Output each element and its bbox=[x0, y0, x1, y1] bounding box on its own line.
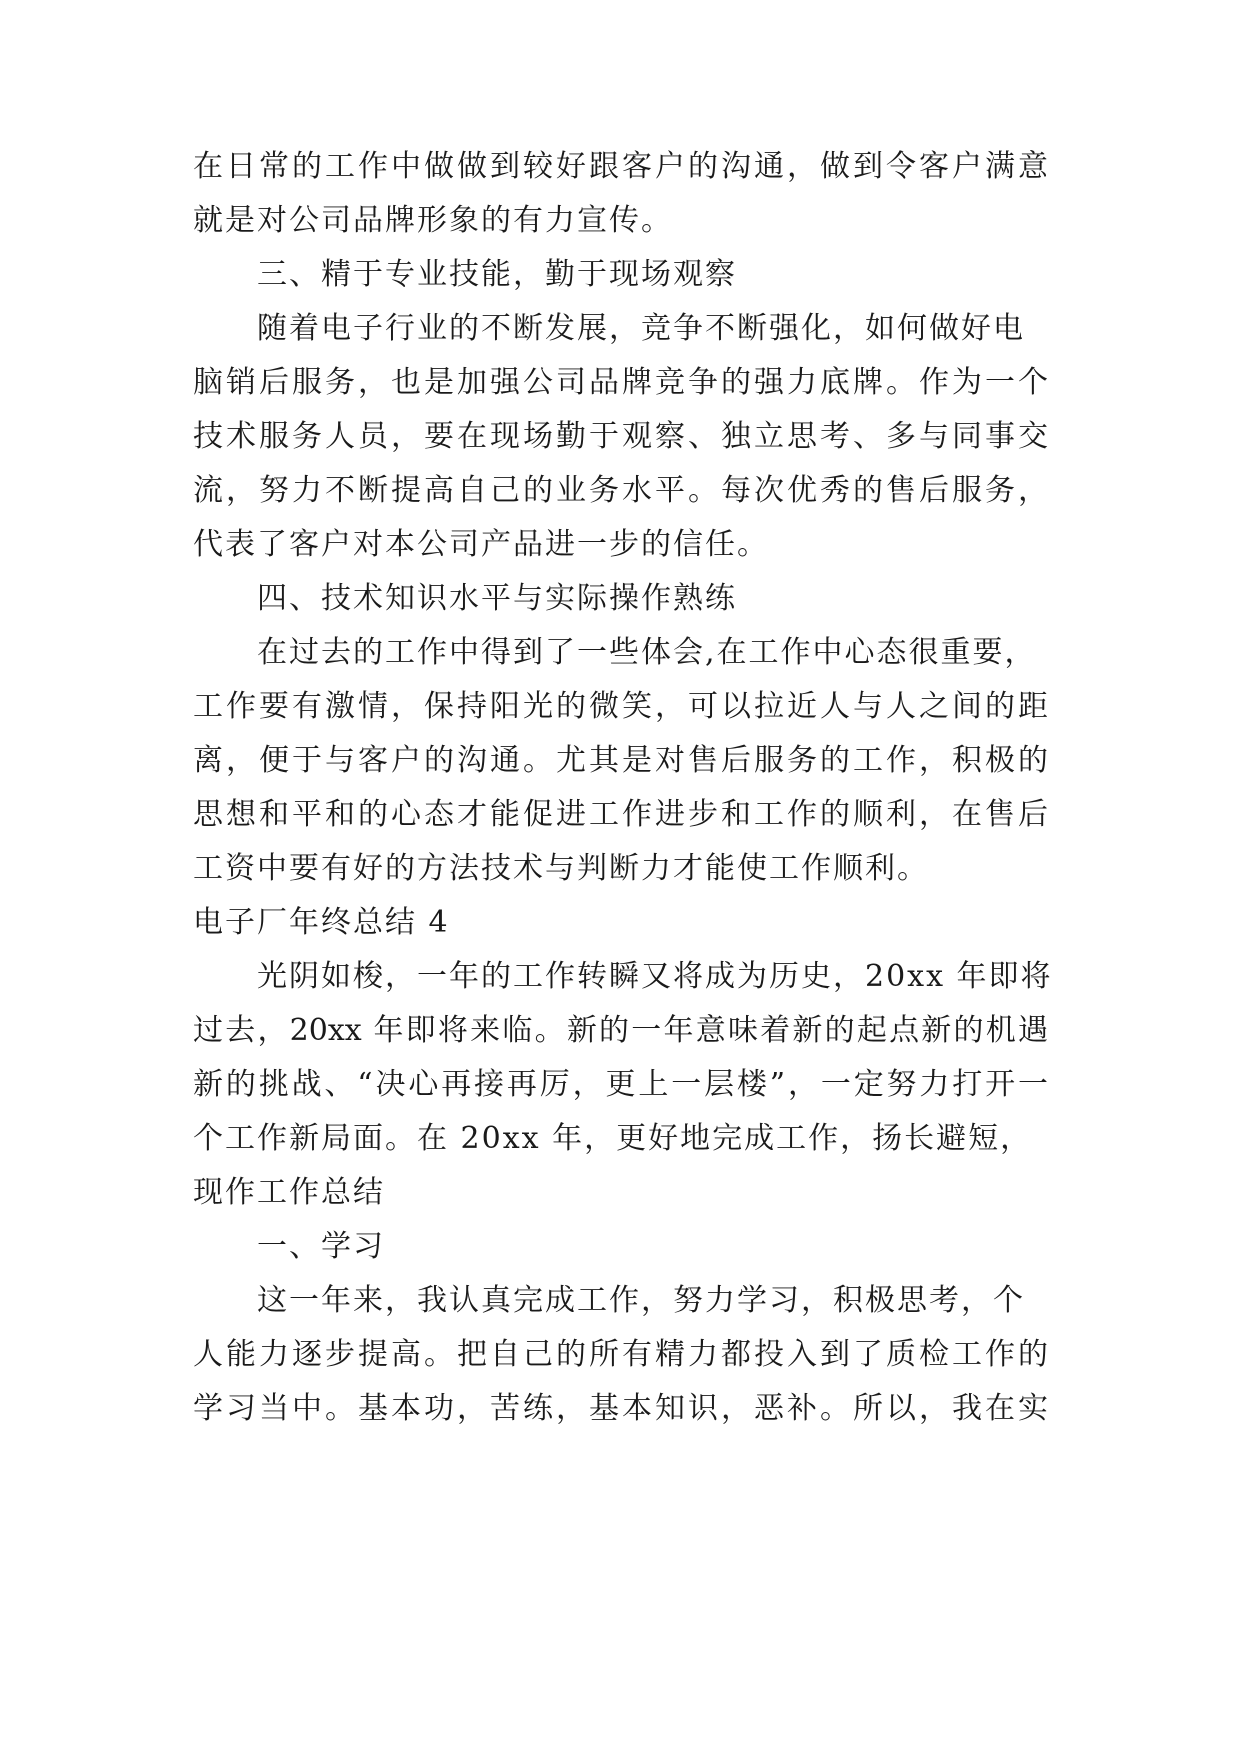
body-text-line: 在过去的工作中得到了一些体会,在工作中心态很重要， bbox=[257, 635, 1037, 670]
body-text-line: 脑销后服务，也是加强公司品牌竞争的强力底牌。作为一个 bbox=[193, 365, 1048, 400]
body-text-line: 过去，20xx 年即将来临。新的一年意味着新的起点新的机遇 bbox=[193, 1013, 1048, 1048]
body-text-line: 流，努力不断提高自己的业务水平。每次优秀的售后服务， bbox=[193, 473, 1048, 508]
body-text-line: 工资中要有好的方法技术与判断力才能使工作顺利。 bbox=[193, 851, 929, 886]
body-text-line: 就是对公司品牌形象的有力宣传。 bbox=[193, 203, 673, 238]
body-text-line: 工作要有激情，保持阳光的微笑，可以拉近人与人之间的距 bbox=[193, 689, 1048, 724]
body-text-line: 离，便于与客户的沟通。尤其是对售后服务的工作，积极的 bbox=[193, 743, 1048, 778]
section-heading: 四、技术知识水平与实际操作熟练 bbox=[257, 581, 737, 616]
section-heading: 三、精于专业技能，勤于现场观察 bbox=[257, 257, 737, 292]
body-text-line: 这一年来，我认真完成工作，努力学习，积极思考，个 bbox=[257, 1283, 1025, 1318]
body-text-line: 代表了客户对本公司产品进一步的信任。 bbox=[193, 527, 769, 562]
body-text-line: 思想和平和的心态才能促进工作进步和工作的顺利，在售后 bbox=[193, 797, 1048, 832]
body-text-line: 人能力逐步提高。把自己的所有精力都投入到了质检工作的 bbox=[193, 1337, 1048, 1372]
body-text-line: 学习当中。基本功，苦练，基本知识，恶补。所以，我在实 bbox=[193, 1391, 1048, 1426]
body-text-line: 个工作新局面。在 20xx 年，更好地完成工作，扬长避短， bbox=[193, 1121, 1033, 1156]
document-title: 电子厂年终总结 4 bbox=[193, 905, 450, 940]
body-text-line: 随着电子行业的不断发展，竞争不断强化，如何做好电 bbox=[257, 311, 1025, 346]
body-text-line: 光阴如梭，一年的工作转瞬又将成为历史，20xx 年即将 bbox=[257, 959, 1053, 994]
body-text-line: 现作工作总结 bbox=[193, 1175, 385, 1210]
body-text-line: 在日常的工作中做做到较好跟客户的沟通，做到令客户满意 bbox=[193, 149, 1048, 184]
body-text-line: 新的挑战、“决心再接再厉，更上一层楼”，一定努力打开一 bbox=[193, 1067, 1048, 1102]
body-text-line: 技术服务人员，要在现场勤于观察、独立思考、多与同事交 bbox=[193, 419, 1048, 454]
section-heading: 一、学习 bbox=[257, 1229, 385, 1264]
